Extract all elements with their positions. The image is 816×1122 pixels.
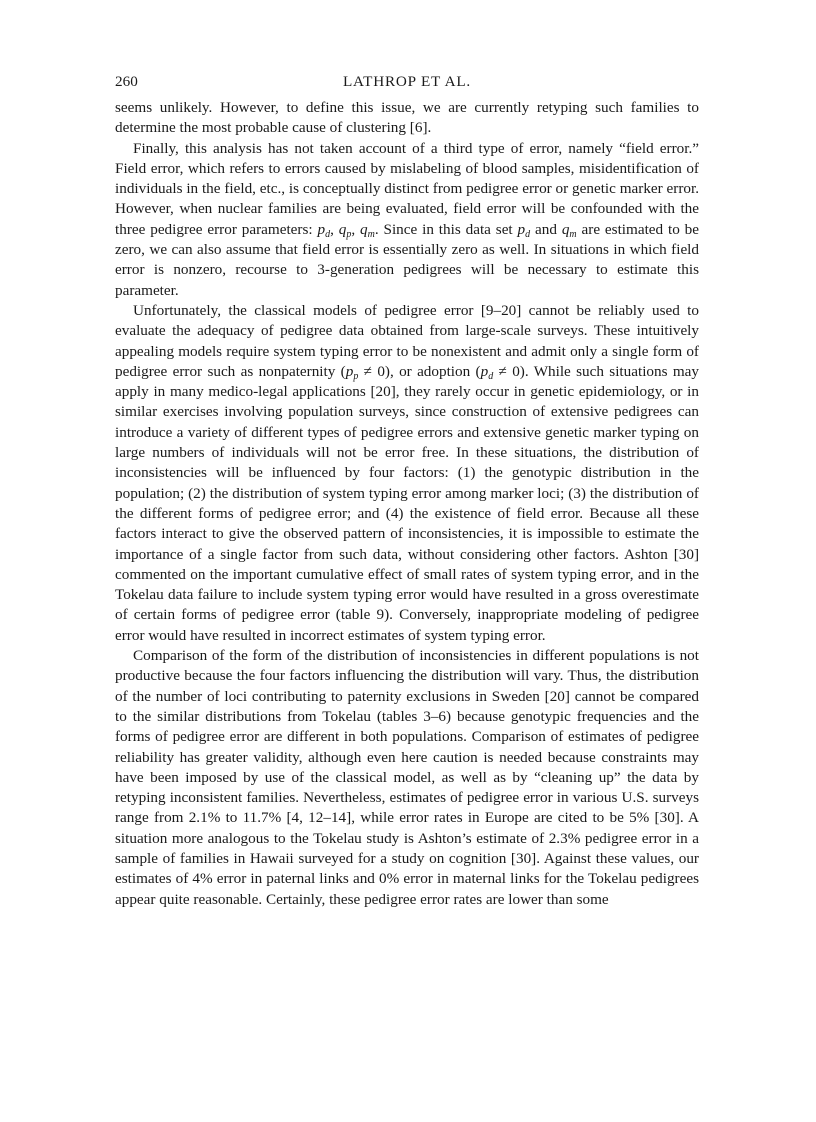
paragraph-3-text-a: Unfortunately, the classical models of pedigree error [9–20] cannot be reliably used to evaluate the adequacy of pedigree data obtained from large-scale surveys. These intuitively appealing models require system typing error to be nonexistent and admit only a single form of pedigree error such as nonpaternity ( <box>115 301 699 380</box>
paragraph-2-text-a: Finally, this analysis has not taken account of a third type of error, namely “field error.” Field error, which refers to errors caused by mislabeling of blood samples, misidentification of individuals in the field, etc., is conceptually distinct from pedigree error or genetic marker error. However, when nuclear families are being evaluated, field error will be confounded with the three pedigree error parameters: <box>115 139 699 238</box>
symbol-q-m-2: $q_m$ <box>561 220 577 240</box>
running-head: LATHROP ET AL. <box>342 73 472 90</box>
paragraph-3-text-b: ≠ 0), or adoption ( <box>363 362 481 380</box>
symbol-q-p: $q_p$ <box>338 220 352 240</box>
paragraph-3-text-c: ≠ 0). While such situations may apply in many medico-legal applications [20], they rarely occur in genetic epidemiology, or in similar exercises involving population surveys, since construction of extensive pedigrees can introduce a variety of different types of pedigree errors and extensive genetic marker typing on large numbers of individuals will not be error free. In these situations, the distribution of inconsistencies will be influenced by four factors: (1) the genotypic distribution in the population; (2) the distribution of system typing error among marker loci; (3) the distribution of the different forms of pedigree error; and (4) the existence of field error. Because all these factors interact to give the observed pattern of inconsistencies, it is impossible to estimate the importance of a single factor from such data, without considering other factors. Ashton [30] commented on the important cumulative effect of small rates of system typing error, and in the Tokelau data failure to include system typing error would have resulted in a gross overestimate of certain forms of pedigree error (table 9). Conversely, inappropriate modeling of pedigree error would have resulted in incorrect estimates of system typing error. <box>115 362 699 644</box>
paragraph-4: Comparison of the form of the distribution of inconsistencies in different populations is not productive because the four factors influencing the distribution will vary. Thus, the distribution of the number of loci contributing to paternity exclusions in Sweden [20] cannot be compared to the similar distributions from Tokelau (tables 3–6) because genotypic frequencies and the forms of pedigree error are different in both populations. Comparison of estimates of pedigree reliability has greater validity, although even here caution is needed because constraints may have been imposed by use of the classical model, as well as by “cleaning up” the data by retyping inconsistent families. Nevertheless, estimates of pedigree error in various U.S. surveys range from 2.1% to 11.7% [4, 12–14], while error rates in Europe are cited to be 5% [30]. A situation more analogous to the Tokelau study is Ashton’s estimate of 2.3% pedigree error in a sample of families in Hawaii surveyed for a study on cognition [30]. Against these values, our estimates of 4% error in paternal links and 0% error in maternal links for the Tokelau pedigrees appear quite reasonable. Certainly, these pedigree error rates are lower than some <box>115 647 699 908</box>
paragraph-2-text-b: Since in this data set <box>383 220 513 238</box>
paragraph-2-text-c: and <box>535 220 557 238</box>
page-number: 260 <box>115 73 138 90</box>
symbol-p-p: $p_p$ <box>345 362 359 382</box>
symbol-p-d-3: $p_d$ <box>480 362 494 382</box>
symbol-p-d: $p_d$ <box>317 220 331 240</box>
page-header <box>115 72 699 94</box>
page <box>115 72 699 910</box>
paragraph-2: Finally, this analysis has not taken account of a third type of error, namely “field error.” Field error, which refers to errors caused by mislabeling of blood samples, misidentification of individuals in the field, etc., is conceptually distinct from pedigree error or genetic marker error. However, when nuclear families are being evaluated, field error will be confounded with the three pedigree error parameters: $p_d$, $q_p$, $q_m$. Since in this data set $p_d$ and $q_m$ are estimated to be zero, we can also assume that field error is essentially zero as well. In situations in which field error is nonzero, recourse to 3-generation pedigrees will be necessary to estimate this parameter. <box>115 139 700 299</box>
paragraph-3 <box>115 301 699 646</box>
paragraph-1: seems unlikely. However, to define this issue, we are currently retyping such families to determine the most probable cause of clustering [6]. <box>115 99 699 137</box>
symbol-p-d-2: $p_d$ <box>517 220 531 240</box>
paragraph-2-text-d: are estimated to be zero, we can also assume that field error is essentially zero as well. In situations in which field error is nonzero, recourse to 3-generation pedigrees will be necessary to estimate this parameter. <box>115 220 700 299</box>
symbol-q-m: $q_m$ <box>360 220 375 240</box>
